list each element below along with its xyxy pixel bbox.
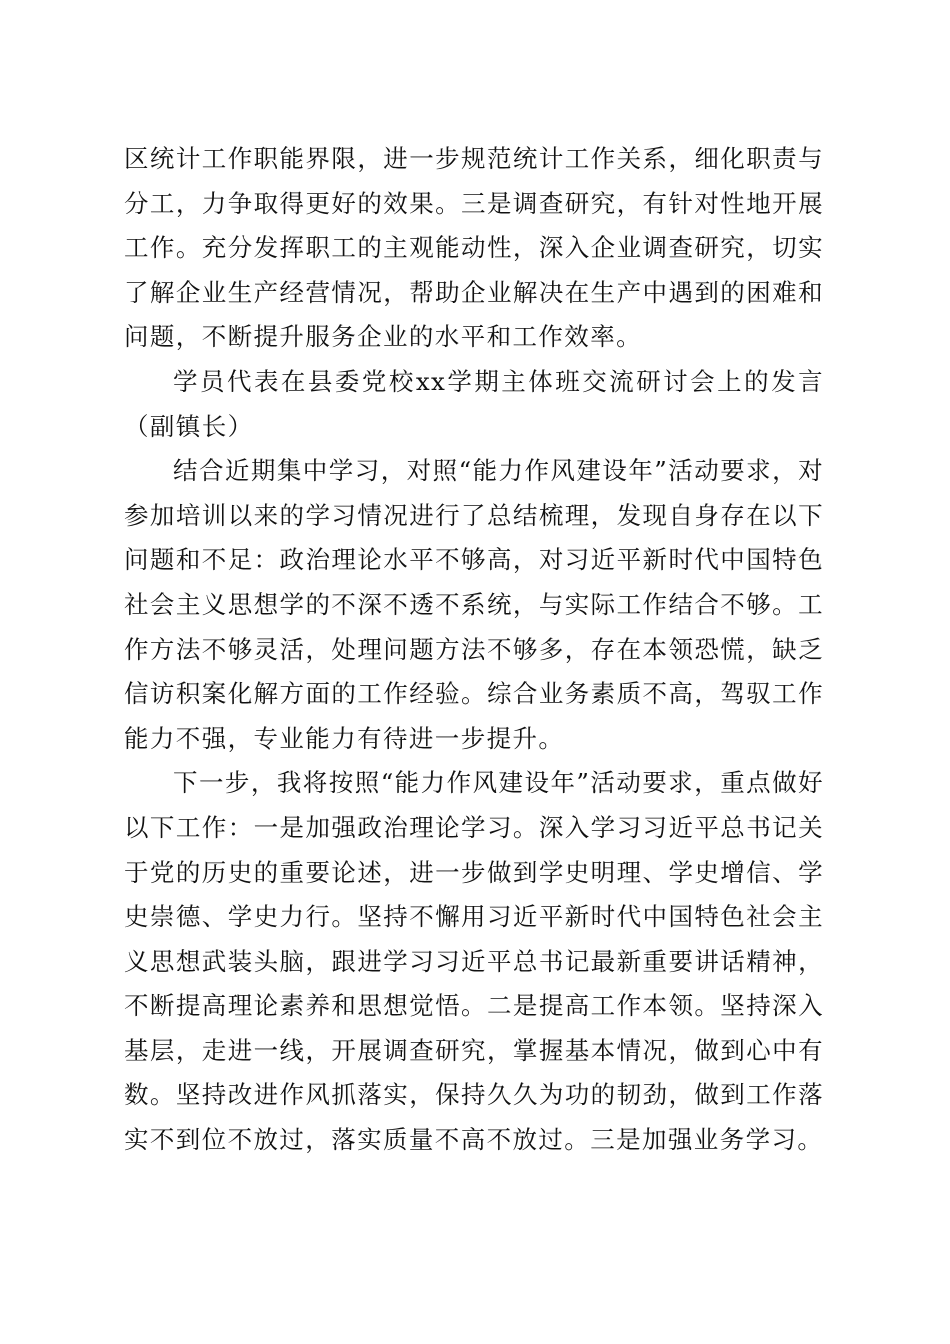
speech-title: 学员代表在县委党校xx学期主体班交流研讨会上的发言（副镇长） [124,366,824,441]
document-body [124,137,824,1163]
paragraph-self-assessment: 结合近期集中学习，对照“能力作风建设年”活动要求，对参加培训以来的学习情况进行了总结梳理，发现自身存在以下问题和不足：政治理论水平不够高，对习近平新时代中国特色社会主义思想学的不深不透不系统，与实际工作结合不够。工作方法不够灵活，处理问题方法不够多，存在本领恐慌，缺乏信访积案化解方面的工作经验。综合业务素质不高，驾驭工作能力不强，专业能力有待进一步提升。 [124,456,824,753]
paragraph-next-steps: 下一步，我将按照“能力作风建设年”活动要求，重点做好以下工作：一是加强政治理论学习。深入学习习近平总书记关于党的历史的重要论述，进一步做到学史明理、学史增信、学史崇德、学史力行。坚持不懈用习近平新时代中国特色社会主义思想武装头脑，跟进学习习近平总书记最新重要讲话精神，不断提高理论素养和思想觉悟。二是提高工作本领。坚持深入基层，走进一线，开展调查研究，掌握基本情况，做到心中有数。坚持改进作风抓落实，保持久久为功的韧劲，做到工作落实不到位不放过，落实质量不高不放过。三是加强业务学习。 [124,768,824,1155]
paragraph-continuation: 区统计工作职能界限，进一步规范统计工作关系，细化职责与分工，力争取得更好的效果。三是调查研究，有针对性地开展工作。充分发挥职工的主观能动性，深入企业调查研究，切实了解企业生产经营情况，帮助企业解决在生产中遇到的困难和问题，不断提升服务企业的水平和工作效率。 [124,144,824,352]
